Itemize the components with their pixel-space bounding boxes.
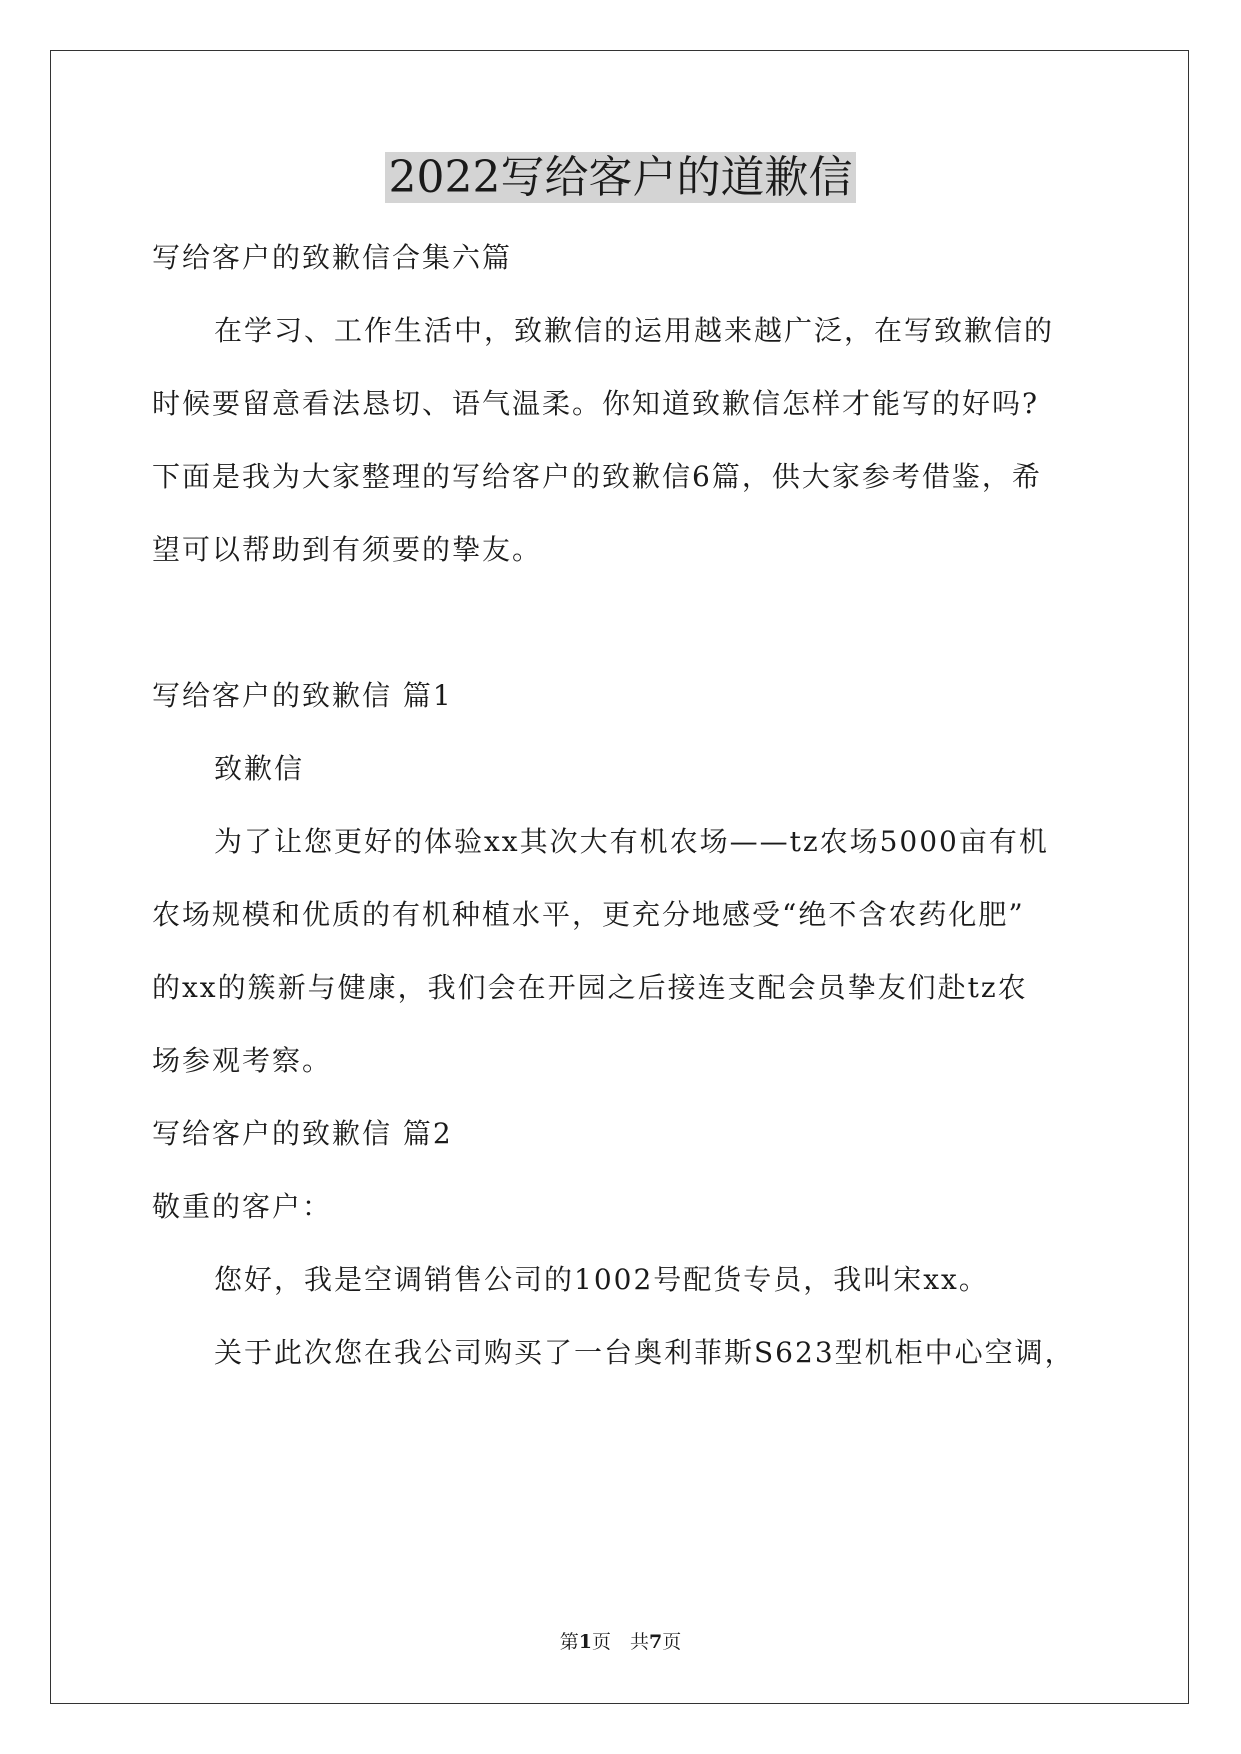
footer-mid: 页 共: [591, 1631, 649, 1653]
page-border: [50, 50, 1189, 1704]
page-footer: [0, 1627, 1241, 1657]
footer-suffix: 页: [662, 1631, 682, 1653]
section1-heading: 写给客户的致歉信 篇1: [152, 679, 453, 712]
section1-line-4: 场参观考察。: [152, 1044, 333, 1077]
section2-salutation: 敬重的客户：: [152, 1190, 333, 1223]
section1-line-1: 为了让您更好的体验xx其次大有机农场——tz农场5000亩有机: [214, 825, 1049, 858]
intro-line-1: 在学习、工作生活中，致歉信的运用越来越广泛，在写致歉信的: [214, 314, 1055, 347]
section2-heading: 写给客户的致歉信 篇2: [152, 1117, 453, 1150]
intro-line-3: 下面是我为大家整理的写给客户的致歉信6篇，供大家参考借鉴，希: [152, 460, 1042, 493]
document-title: [0, 148, 1241, 208]
section2-line-1: 您好，我是空调销售公司的1002号配货专员，我叫宋xx。: [214, 1263, 989, 1296]
footer-total-pages: 7: [649, 1631, 663, 1653]
section1-line-2: 农场规模和优质的有机种植水平，更充分地感受“绝不含农药化肥”: [152, 898, 1025, 931]
footer-current-page: 1: [578, 1631, 592, 1653]
intro-line-2: 时候要留意看法恳切、语气温柔。你知道致歉信怎样才能写的好吗?: [152, 387, 1040, 420]
intro-line-4: 望可以帮助到有须要的挚友。: [152, 533, 543, 566]
section1-label: 致歉信: [214, 752, 305, 785]
footer-prefix: 第: [559, 1631, 579, 1653]
section2-line-2: 关于此次您在我公司购买了一台奥利菲斯S623型机柜中心空调，: [214, 1336, 1075, 1369]
title-highlight: 2022写给客户的道歉信: [385, 152, 857, 203]
subtitle: 写给客户的致歉信合集六篇: [152, 241, 513, 274]
section1-line-3: 的xx的簇新与健康，我们会在开园之后接连支配会员挚友们赴tz农: [152, 971, 1028, 1004]
